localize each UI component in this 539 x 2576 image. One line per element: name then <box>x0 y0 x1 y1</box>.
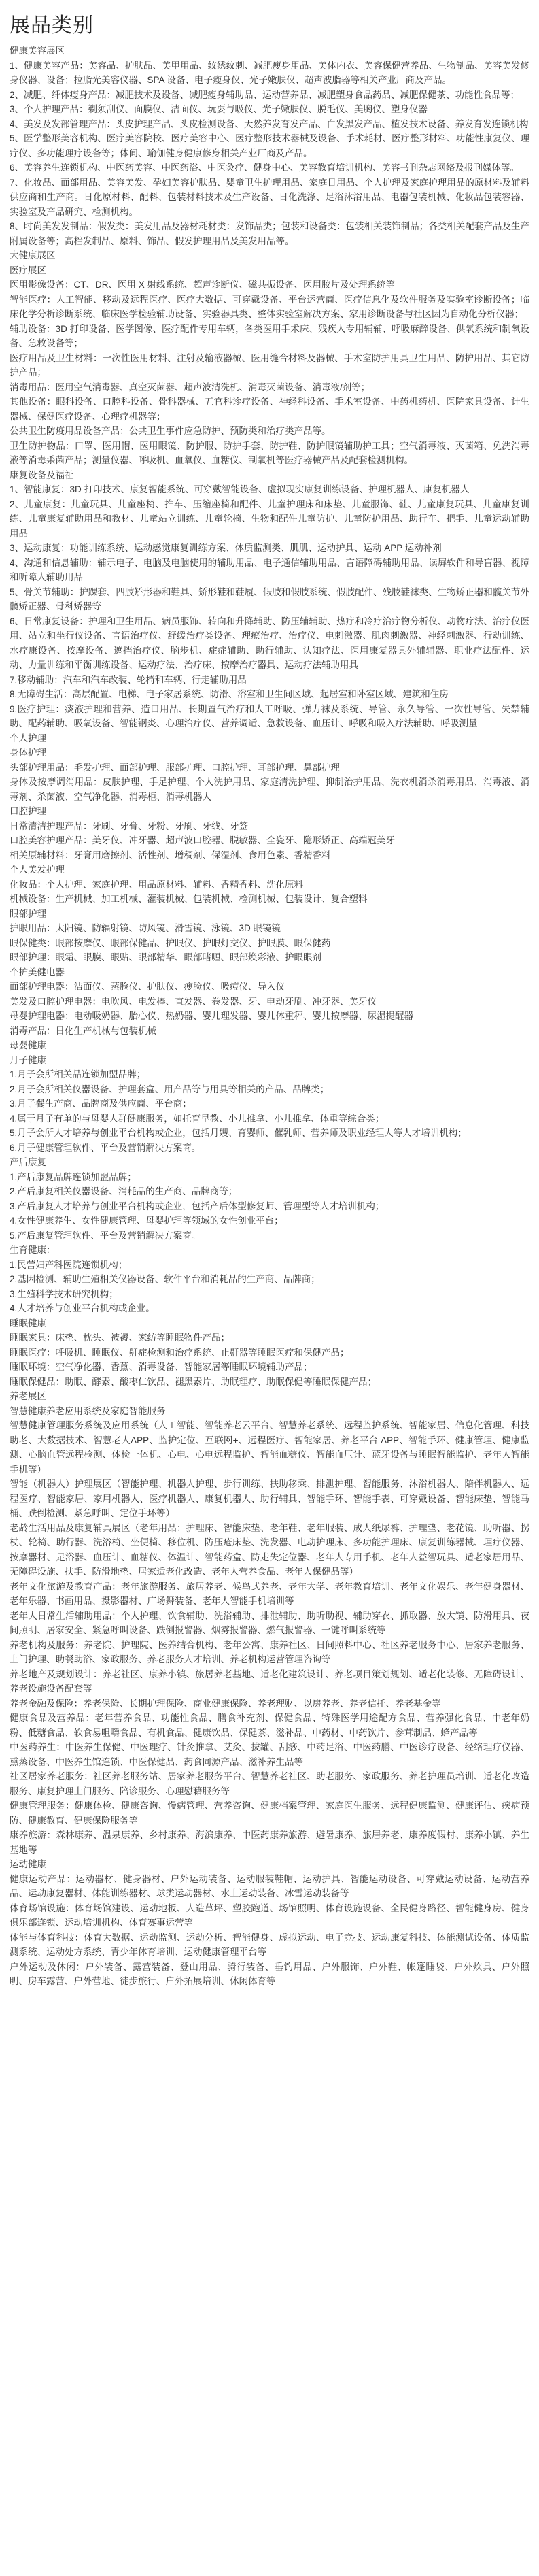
content-line: 化妆品：个人护理、家庭护理、用品原材料、辅料、香精香料、洗化原料 <box>10 879 303 890</box>
content-line: 眼部护理 <box>10 908 46 919</box>
content-line: 5.月子会所人才培养与创业平台机构或企业，包括月嫂、育婴师、催乳师、营养师及职业经理人等人才培训机构； <box>10 1128 467 1138</box>
content-line: 日常清洁护理产品：牙刷、牙膏、牙粉、牙刷、牙线、牙签 <box>10 820 248 831</box>
content-line: 5.产后康复管理软件、平台及营销解决方案商。 <box>10 1230 201 1241</box>
content-line: 身体及按摩调消用品：皮肤护理、手足护理、个人洗护用品、家庭清洗护理、抑制治护用品、洗衣机消杀消毒用品、消毒液、消毒剂、杀菌液、空气净化器、消毒柜、消毒机器人 <box>10 777 529 802</box>
content-line: 大健康展区 <box>10 250 56 261</box>
content-line: 9.医疗护理：痰液护理和营养、造口用品、长期置气治疗和人工呼吸、弹力袜及系统、导管、永久导管、一次性导管、失禁辅助、配药辅助、吸氧设备、智能钢炎、心理治疗仪、营养调适、急救设备、血压计、呼吸和吸入疗法辅助、呼吸测量 <box>10 703 529 729</box>
content-line: 6、日常康复设备：护理和卫生用品、病员服饰、转向和升降辅助、防压辅辅助、热疗和冷疗治疗物分析仪、动物疗法、治疗仪医用、站立和坐行仪设备、言语治疗仪、舒缓治疗类设备、理療治疗、治疗仪、电刺激器、肌肉刺激器、神经刺激器、行动训练、水疗康设备、按摩设备、遮挡治疗仪、脑步机、症症辅助、助行辅助、认知疗法、医用康复器具外辅辅器、职业疗法配件、运动、力量训练和平衡训练设备、运动疗法、治疗床、按摩治疗器具、运动疗法辅助用具 <box>10 616 529 670</box>
content-line: 老年人日常生活辅助用品：个人护理、饮食辅助、洗浴辅助、排泄辅助、助听助视、辅助穿衣、抓取器、放大镜、防滑用具、夜间照明、居家安全、紧急呼叫设备、跌倒报警器、烟雾报警器、燃气报警器、一键呼叫系统等 <box>10 1610 529 1635</box>
content-line: 1.民营妇产科医院连锁机构； <box>10 1259 128 1270</box>
content-line: 6.月子健康管理软件、平台及营销解决方案商。 <box>10 1142 201 1153</box>
content-line: 面部护理电器：洁面仪、蒸脸仪、护肤仪、瘦脸仪、吸痘仪、导入仪 <box>10 982 285 992</box>
content-line: 睡眠健康 <box>10 1318 46 1328</box>
content-line: 3、运动康复：功能训练系统、运动感觉康复训练方案、体质监测类、肌肌、运动护具、运动 APP 运动补剂 <box>10 543 442 553</box>
content-line: 7、化妆品、面部用品、美容美发、孕妇美容护肤品、婴童卫生护理用品、家庭日用品、个人护理及家庭护理用品的原材料及辅料供应商和生产商。日化原材料、配料、包装材料技术及生产设备、日化洗涤、足浴沐浴用品、电器包装机械、化妆品包装容器、实验室及产品研究、检测机构。 <box>10 177 529 217</box>
content-line: 体能与体育科技：体育大数据、运动监测、运动分析、智能健身、虚拟运动、电子竞技、运动康复科技、体能测试设备、体质监测系统、运动处方系统、青少年体育培训、运动健康管理平台等 <box>10 1932 529 1957</box>
content-line: 消毒用品：医用空气消毒器、真空灭菌器、超声波清洗机、消毒灭菌设备、消毒液/剂等； <box>10 382 370 392</box>
content-line: 口腔美容护理产品：美牙仪、冲牙器、超声波口腔器、脱敏器、全瓷牙、隐形矫正、高端冠美牙 <box>10 835 395 846</box>
content-line: 健康美容展区 <box>10 46 65 56</box>
content-line: 辅助设备：3D 打印设备、医学图像、医疗配件专用车辆，各类医用手术床、残疾人专用辅辅、呼吸麻醉设备、供氧系统和制氧设备、急救设备等； <box>10 323 529 348</box>
content-line: 睡眠保健品：助眠、酵素、酸枣仁饮品、褪黑素片、助眠理疗、助眠保健等睡眠保健产品； <box>10 1376 377 1387</box>
content-line: 体育场馆设施：体育场馆建设、运动地板、人造草坪、塑胶跑道、场馆照明、体育设施设备、全民健身路径、智能健身房、健身俱乐部连锁、运动培训机构、体育赛事运营等 <box>10 1903 529 1928</box>
content-line: 个人护理 <box>10 733 46 743</box>
content-line: 1.产后康复品牌连锁加盟品牌； <box>10 1171 137 1182</box>
content-line: 户外运动及休闲：户外装备、露营装备、登山用品、骑行装备、垂钓用品、户外服饰、户外鞋、帐篷睡袋、户外炊具、户外照明、房车露营、户外营地、徒步旅行、户外拓展培训、休闲体育等 <box>10 1961 529 1986</box>
content-line: 睡眠环境：空气净化器、香薰、消毒设备、智能家居等睡眠环境辅助产品； <box>10 1362 313 1372</box>
content-line: 3、个人护理产品：剃须刮仪、面膜仪、洁面仪、玩耍与吸仪、光子嫩肤仪、脱毛仪、美胸仪、塑身仪器 <box>10 104 428 114</box>
content-line: 8.无障碍生活：高层配置、电梯、电子家居系统、防滑、浴室和卫生间区域、起居室和卧室区域、建筑和住房 <box>10 689 449 699</box>
content-line: 医用影像设备：CT、DR、医用 X 射线系统、超声诊断仪、磁共振设备、医用胶片及处理系统等 <box>10 280 395 290</box>
content-line: 老龄生活用品及康复辅具展区（老年用品：护理床、智能床垫、老年鞋、老年服装、成人纸尿裤、护理垫、老花镜、助听器、拐杖、轮椅、助行器、洗浴椅、坐便椅、移位机、防压疮床垫、洗发器、电动护理床、多功能护理床、康复训练器械、理疗仪器、按摩器材、足浴器、血压计、血糖仪、体温计、智能药盒、防走失定位器、老年人专用手机、老年人益智玩具、适老家居用品、无障碍设施、扶手、防滑地垫、居家适老化改造、老年人营养食品、老年人保健品等） <box>10 1522 529 1577</box>
content-line: 养老地产及规划设计：养老社区、康养小镇、旅居养老基地、适老化建筑设计、养老项目策划规划、适老化装修、无障碍设计、养老设施设备配套等 <box>10 1669 529 1694</box>
content-line: 社区居家养老服务：社区养老服务站、居家养老服务平台、智慧养老社区、助老服务、家政服务、养老护理员培训、适老化改造服务、康复护理上门服务、陪诊服务、心理慰藉服务等 <box>10 1771 529 1796</box>
content-line: 智能医疗：人工智能、移动及远程医疗、医疗大数据、可穿戴设备、平台运营商、医疗信息化及软件服务及实验室诊断设备；临床化学分析诊断系统、临床医学检验辅助设备、实验器具类、整体实验室解决方案、家用诊断设备与社区因为自动化分析仪器； <box>10 294 529 319</box>
content-line: 健康运动产品：运动器材、健身器材、户外运动装备、运动服装鞋帽、运动护具、智能运动设备、可穿戴运动设备、运动营养品、运动康复器材、体能训练器材、球类运动器材、水上运动装备、冰雪运动装备等 <box>10 1873 529 1898</box>
content-line: 眼保健类：眼部按摩仪、眼部保健品、护眼仪、护眼灯交仪、护眼膜、眼保健药 <box>10 937 331 948</box>
content-line: 医疗用品及卫生材料：一次性医用材料、注射及输液器械、医用缝合材料及器械、手术室防护用具卫生用品、防护用品、其它防护产品； <box>10 352 529 378</box>
content-line: 健康管理服务：健康体检、健康咨询、慢病管理、营养咨询、健康档案管理、家庭医生服务、远程健康监测、健康评估、疾病预防、健康教育、健康保险服务等 <box>10 1801 529 1826</box>
content-line: 2、儿童康复：儿童玩具、儿童座椅、推车、压缩座椅和配件、儿童护理床和床垫、儿童服饰、鞋、儿童康复玩具、儿童康复训练、儿童康复辅助用品和教材、儿童站立训练、儿童轮椅、生物和配件儿童防护、儿童防护用品、助行车、把手、儿童运动辅助用品 <box>10 499 529 539</box>
content-line: 产后康复 <box>10 1157 46 1167</box>
content-line: 4、沟通和信息辅助：辅示电子、电脑及电脑使用的辅助用品、电子通信辅助用品、言语障碍辅助用品、读屏软件和导盲器、视障和听障人辅助用品 <box>10 557 529 582</box>
content-line: 个护美健电器 <box>10 967 65 977</box>
content-line: 康复设备及福祉 <box>10 469 74 480</box>
content-line: 5、医学整形美容机构、医疗美容院校、医疗美容中心、医疗整形技术器械及设备、手术耗材、医疗整形材料、功能性康复仪、理疗仪、多功能理疗设备等；体间、瑜伽健身健康修身相关产业厂商及产品。 <box>10 133 529 158</box>
content-line: 睡眠家具：床垫、枕头、被褥、家纺等睡眠物件产品； <box>10 1333 230 1343</box>
content-line: 个人美发护理 <box>10 865 65 875</box>
content-line: 相关原辅材料：牙膏用磨擦剂、活性剂、增稠剂、保湿剂、食用色素、香精香料 <box>10 850 331 860</box>
content-line: 4.女性健康养生、女性健康管理、母婴护理等领域的女性创业平台； <box>10 1216 283 1226</box>
content-line: 1、健康美容产品：美容品、护肤品、美甲用品、纹绣纹刺、减肥瘦身用品、美体内衣、美容保健营养品、生物制品、美容美发修身仪器、设备；拉脂光美容仪器、SPA 设备、电子瘦身仪、光子嫩肤仪、超声波脂器等相关产业厂商及产品。 <box>10 60 529 85</box>
content-line: 月子健康 <box>10 1054 46 1065</box>
content-line: 4.人才培养与创业平台机构或企业。 <box>10 1303 155 1314</box>
content-line: 7.移动辅助：汽车和汽车改装、轮椅和车辆、行走辅助用品 <box>10 674 247 685</box>
content-line: 机械设备：生产机械、加工机械、灌装机械、包装机械、检测机械、包装设计、复合塑料 <box>10 894 368 904</box>
content-line: 其他设备：眼科设备、口腔科设备、骨科器械、五官科诊疗设备、神经科设备、手术室设备、中药机药机、医院家具设备、计生器械、保健医疗设备、心理疗机器等； <box>10 397 529 422</box>
content-line: 3.月子餐生产商、品牌商及供应商、平台商； <box>10 1099 192 1109</box>
page-title: 展品类别 <box>10 14 94 37</box>
content-line: 5、骨关节辅助：护踝套、四肢矫形器和鞋具、矫形鞋和鞋履、假肢和假肢系统、假肢配件、残肢鞋袜类、生物矫正器和髋关节外髋矫正器、骨科矫器等 <box>10 586 529 612</box>
content-line: 运动健康 <box>10 1859 46 1869</box>
content-line: 生育健康： <box>10 1245 56 1255</box>
content-line: 4.属于月子有单的与母婴人群健康服务，如托育早教、小儿推拿、小儿推拿、体重等综合类； <box>10 1113 385 1124</box>
content-line: 1.月子会所相关品连锁加盟品牌； <box>10 1069 146 1080</box>
content-line: 母婴健康 <box>10 1040 46 1050</box>
content-line: 3.产后康复人才培养与创业平台机构或企业，包括产后体型修复师、管理型等人才培训机构； <box>10 1201 385 1211</box>
category-list <box>10 44 529 1989</box>
content-line: 6、美容养生连锁机构、中医药美容、中医药浴、中医灸疗、健身中心、美容教育培训机构、美容书刊杂志网络及报刊媒体等。 <box>10 163 520 173</box>
content-line: 眼部护理：眼霜、眼膜、眼贴、眼部精华、眼部啫喱、眼部焕彩液、护眼眼剂 <box>10 952 321 963</box>
content-line: 医疗展区 <box>10 265 46 275</box>
content-line: 康养旅游：森林康养、温泉康养、乡村康养、海滨康养、中医药康养旅游、避暑康养、旅居养老、康养度假村、康养小镇、养生基地等 <box>10 1830 529 1855</box>
content-line: 睡眠医疗：呼吸机、睡眠仪、鼾症检测和治疗系统、止鼾器等睡眠医疗和保健产品； <box>10 1347 349 1358</box>
content-line: 养老金融及保险：养老保险、长期护理保险、商业健康保险、养老理财、以房养老、养老信托、养老基金等 <box>10 1698 441 1709</box>
content-line: 2.月子会所相关仪器设备、护理套盒、用产品等与用具等相关的产品、品牌类； <box>10 1084 330 1094</box>
content-line: 智慧健康管理服务系统及应用系统（人工智能、智能养老云平台、智慧养老系统、远程监护系统、智能家居、信息化管理、科技助老、大数据技术、智慧老人APP、监护定位、互联网+、远程医疗、智能家居、养老平台 APP、智能手环、健康管理、健康监测、心脑血管远程检测、体检一体机、心电、心电远程监护、智能血糖仪、智能血压计、蓝牙设备与睡眠智能监护、老年人智能手机等） <box>10 1420 529 1475</box>
content-line: 8、时尚美发发制品：假发类：美发用品及器材耗材类：发饰品类；包装和设备类：包装相关装饰制品；各类相关配套产品及生产附属设备等；高档发制品、原料、饰品、假发护理用品及美发用品等。 <box>10 221 529 246</box>
content-line: 1、智能康复：3D 打印技术、康复智能系统、可穿戴智能设备、虚拟现实康复训练设备、护理机器人、康复机器人 <box>10 484 470 495</box>
content-line: 卫生防护物品：口罩、医用帽、医用眼镜、防护服、防护手套、防护鞋、防护眼镜辅助护工具；空气消毒液、灭菌箱、免洗消毒液等消毒杀菌产品；测量仪器、呼吸机、血氧仪、血糖仪、制氧机等医疗器械产品及配套检测机构。 <box>10 440 529 465</box>
content-line: 母婴护理电器：电动吸奶器、胎心仪、热奶器、婴儿理发器、婴儿体重秤、婴儿按摩器、尿湿提醒器 <box>10 1011 413 1021</box>
content-line: 智慧健康养老应用系统及家庭智能服务 <box>10 1405 166 1416</box>
content-line: 2.产后康复相关仪器设备、消耗品的生产商、品牌商等； <box>10 1186 238 1197</box>
content-line: 老年文化旅游及教育产品：老年旅游服务、旅居养老、候鸟式养老、老年大学、老年教育培训、老年文化娱乐、老年健身器材、老年乐器、书画用品、摄影器材、广场舞装备、老年人智能手机培训等 <box>10 1581 529 1606</box>
content-line: 养老机构及服务：养老院、护理院、医养结合机构、老年公寓、康养社区、日间照料中心、社区养老服务中心、居家养老服务、上门护理、助餐助浴、家政服务、养老服务人才培训、养老机构运营管理咨询等 <box>10 1639 529 1665</box>
content-line: 养老展区 <box>10 1391 46 1401</box>
content-line: 2、减肥、纤体瘦身产品：减肥技术及设备、减肥瘦身辅助品、运动营养品、减肥塑身食品药品、减肥保健茶、功能性食品等； <box>10 89 520 100</box>
content-line: 美发及口腔护理电器：电吹风、电发棒、直发器、卷发器、牙、电动牙刷、冲牙器、美牙仪 <box>10 996 377 1007</box>
content-line: 身体护理 <box>10 748 46 758</box>
content-line: 消毒产品：日化生产机械与包装机械 <box>10 1025 156 1036</box>
content-line: 头部护理用品：毛发护理、面部护理、服部护理、口腔护理、耳部护理、鼻部护理 <box>10 762 340 773</box>
content-line: 健康食品及营养品：老年营养食品、功能性食品、膳食补充剂、保健食品、特殊医学用途配方食品、营养强化食品、中老年奶粉、低糖食品、软食易咀嚼食品、有机食品、健康饮品、保健茶、滋补品、中药材、中药饮片、参茸制品、蜂产品等 <box>10 1713 529 1738</box>
content-line: 口腔护理 <box>10 806 46 816</box>
content-line: 2.基因检测、辅助生殖相关仪器设备、软件平台和消耗品的生产商、品牌商； <box>10 1274 320 1284</box>
content-line: 公共卫生防疫用品设备产品：公共卫生事件应急防护、预防类和治疗类产品等。 <box>10 426 331 436</box>
content-line: 护眼用品：太阳镜、防辐射镜、防风镜、滑雪镜、泳镜、3D 眼镜镜 <box>10 923 281 933</box>
content-line: 4、美发及发部管理产品：头皮护理产品、头皮检测设备、天然养发育发产品、白发黑发产品、植发技术设备、养发育发连锁机构 <box>10 118 529 129</box>
content-line: 智能（机器人）护理展区（智能护理、机器人护理、步行训练、扶助移乘、排泄护理、智能服务、沐浴机器人、陪伴机器人、远程医疗、智能家居、家用机器人、医疗机器人、康复机器人、助行辅具、智能手环、智能手表、可穿戴设备、智能床垫、智能马桶、跌倒检测、紧急呼叫、定位手环等） <box>10 1479 529 1518</box>
content-line: 3.生殖科学技术研究机构； <box>10 1288 118 1299</box>
content-line: 中医药养生：中医养生保健、中医理疗、针灸推拿、艾灸、拔罐、刮痧、中药足浴、中医药膳、中医诊疗设备、经络理疗仪器、熏蒸设备、中医养生馆连锁、中医保健品、药食同源产品、滋补养生品等 <box>10 1742 529 1767</box>
